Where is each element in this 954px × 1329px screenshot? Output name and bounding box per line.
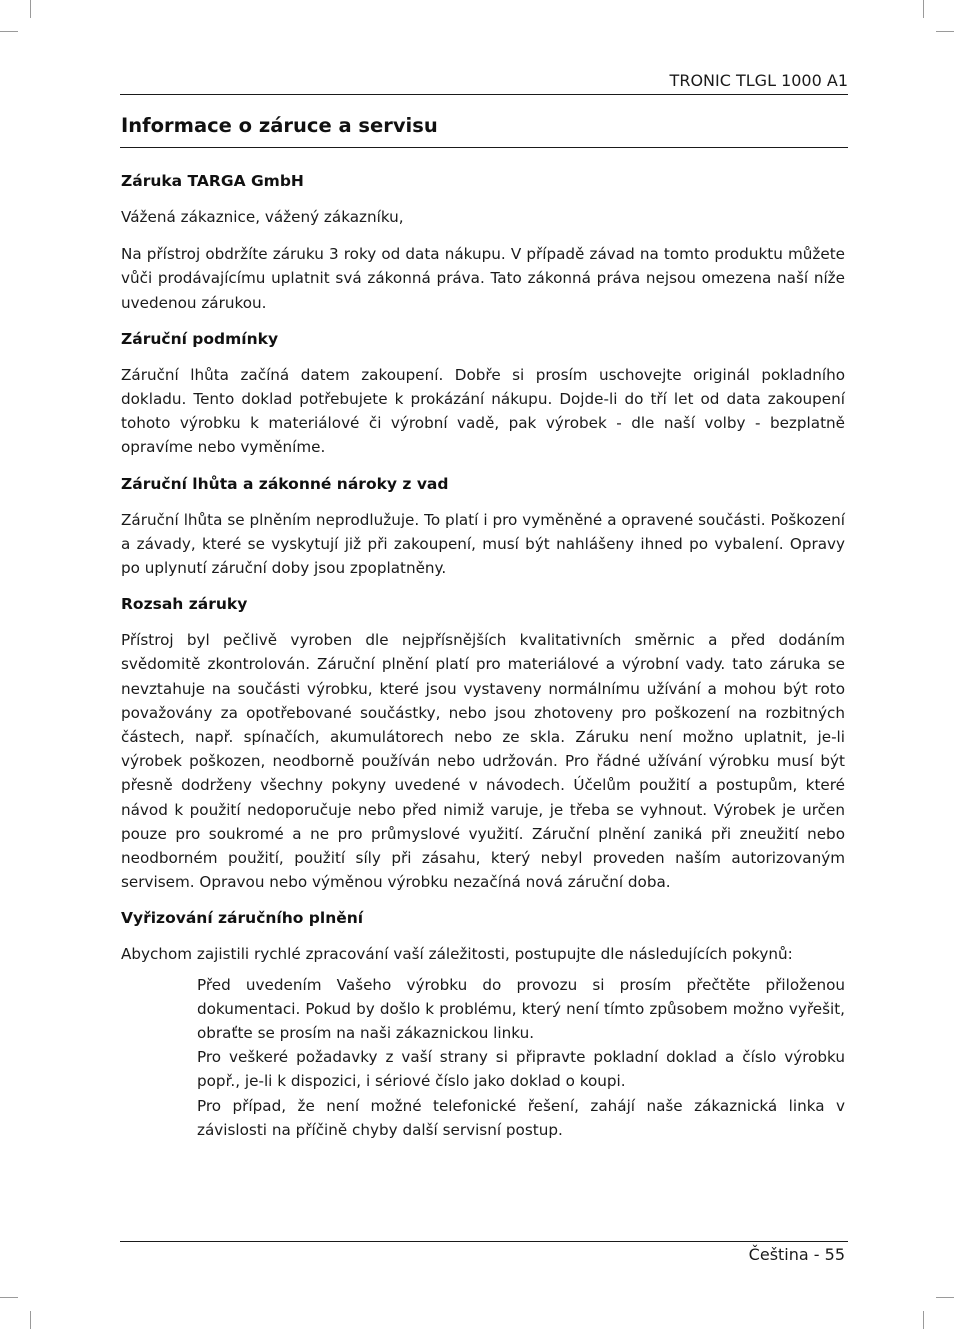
paragraph: Na přístroj obdržíte záruku 3 roky od data nákupu. V případě závad na tomto produktu můžete vůči prodávajícímu uplatnit svá zákonná práva. Tato zákonná práva nejsou omezena naší níže uvedenou zárukou.	[121, 245, 845, 312]
section-heading: Záruční lhůta a zákonné nároky z vad	[121, 474, 449, 493]
section-warranty-period	[121, 473, 845, 581]
section-warranty-conditions	[121, 328, 845, 460]
running-header: TRONIC TLGL 1000 A1	[669, 71, 848, 90]
section-warranty-scope	[121, 593, 845, 894]
section-heading: Rozsah záruky	[121, 595, 248, 614]
list-item: Pro případ, že není možné telefonické řešení, zahájí naše zákaznická linka v závislosti na příčině chyby další servisní postup.	[197, 1096, 845, 1139]
page-title: Informace o záruce a servisu	[121, 114, 438, 137]
crop-mark	[923, 0, 924, 18]
paragraph: Záruční lhůta se plněním neprodlužuje. To platí i pro vyměněné a opravené součásti. Poškození a závady, které se vyskytují již při zakoupení, musí být nahlášeny ihned po vybalení. Opravy po uplynutí záruční doby jsou zpoplatněny.	[121, 510, 845, 578]
header-rule	[120, 94, 848, 95]
page-number: Čeština - 55	[748, 1245, 845, 1264]
section-warranty-claims	[121, 907, 845, 1142]
paragraph: Přístroj byl pečlivě vyroben dle nejpřísnějších kvalitativních směrnic a před dodáním svědomitě zkontrolován. Záruční plnění platí pro materiálové a výrobní vady. tato záruka se nevztahuje na součásti výrobku, které jsou vystaveny normálnímu užívání a mohou být roto považovány za opotřebované součástky, nebo jsou zhotoveny pro poškození na rozbitných částech, např. spínačích, akumulátorech nebo ze skla. Záruku není možno uplatnit, je-li výrobek poškozen, neodborně používán nebo udržován. Pro řádné užívání výrobku musí být přesně dodrženy všechny pokyny uvedené v návodech. Účelům použití a postupům, které návod k použití nedoporučuje nebo před nimiž varuje, je třeba se vyhnout. Výrobek je určen pouze pro soukromé a ne pro průmyslové využití. Záruční plnění zaniká při zneužití nebo neodborném použití, použití síly při zásahu, který nebyl proveden naším autorizovaným servisem. Opravou nebo výměnou výrobku nezačíná nová záruční doba.	[121, 631, 845, 892]
crop-mark	[0, 31, 18, 32]
crop-mark	[923, 1311, 924, 1329]
document-body	[121, 170, 845, 1142]
section-heading: Záruka TARGA GmbH	[121, 172, 304, 190]
section-warranty	[121, 170, 845, 315]
section-heading: Vyřizování záručního plnění	[121, 909, 364, 928]
crop-mark	[30, 0, 31, 18]
crop-mark	[936, 1297, 954, 1298]
crop-mark	[936, 31, 954, 32]
list-item: Pro veškeré požadavky z vaší strany si připravte pokladní doklad a číslo výrobku popř., je-li k dispozici, i sériové číslo jako doklad o koupi.	[197, 1048, 845, 1091]
paragraph: Záruční lhůta začíná datem zakoupení. Dobře si prosím uschovejte originál pokladního dokladu. Tento doklad potřebujete k prokázání nákupu. Dojde-li do tří let od data zakoupení tohoto výrobku k materiálové či výrobní vadě, pak výrobek - dle naší volby - bezplatně opravíme nebo vyměníme.	[121, 365, 845, 457]
title-rule	[120, 147, 848, 148]
document-page	[120, 0, 848, 1329]
claims-steps	[197, 973, 845, 1142]
section-heading: Záruční podmínky	[121, 329, 279, 348]
crop-mark	[30, 1311, 31, 1329]
greeting: Vážená zákaznice, vážený zákazníku,	[121, 208, 404, 226]
crop-mark	[0, 1297, 18, 1298]
list-item: Před uvedením Vašeho výrobku do provozu si prosím přečtěte přiloženou dokumentaci. Pokud by došlo k problému, který není tímto způsobem možno vyřešit, obraťte se prosím na naši zákaznickou linku.	[197, 975, 845, 1043]
footer-rule	[120, 1241, 848, 1242]
paragraph: Abychom zajistili rychlé zpracování vaší záležitosti, postupujte dle následujících pokynů:	[121, 945, 793, 964]
